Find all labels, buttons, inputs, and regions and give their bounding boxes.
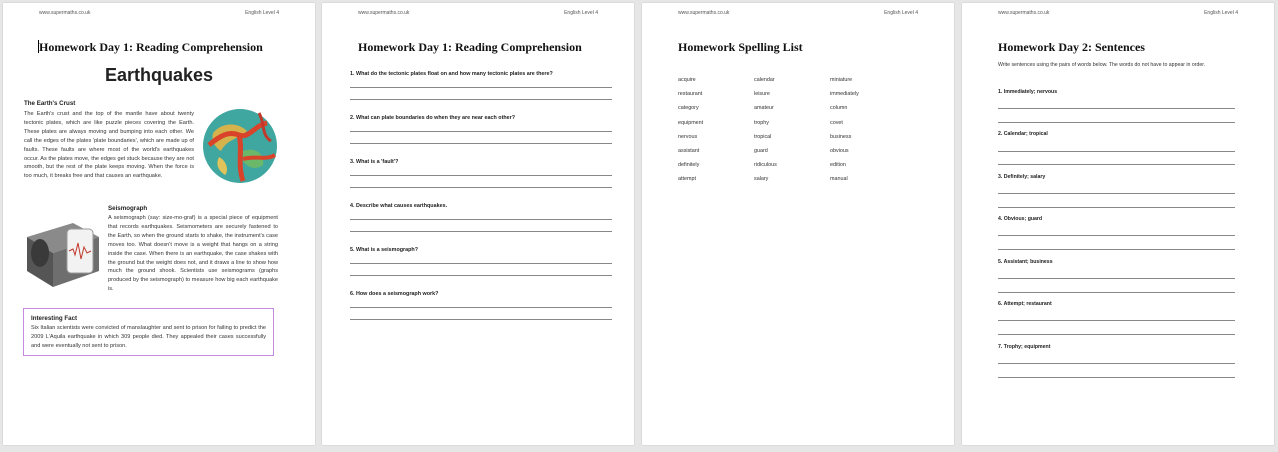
page-title[interactable]: Homework Day 1: Reading Comprehension [39, 40, 263, 54]
sentence-item-2: 2. Calendar; tropical [998, 131, 1048, 137]
answer-line [998, 278, 1235, 279]
answer-line [998, 292, 1235, 293]
spelling-word: assistant [678, 148, 700, 155]
answer-line [998, 164, 1235, 165]
spelling-column-2 [754, 73, 777, 187]
page-title: Homework Day 1: Reading Comprehension [358, 40, 582, 54]
header-level: English Level 4 [1204, 10, 1238, 16]
spelling-word: obvious [830, 148, 849, 155]
answer-line [998, 377, 1235, 378]
answer-line [350, 87, 612, 88]
answer-line [350, 219, 612, 220]
sentence-item-6: 6. Attempt; restaurant [998, 301, 1052, 307]
spelling-word: business [830, 133, 852, 140]
seismograph-paragraph: A seismograph (say: size-mo-graf) is a special piece of equipment that records earthquakes. Seismometers are securely fastened to the Earth, so when the ground starts to shake, the instrument's case moves too. What doesn't move is a weight that hangs on a string inside the case. When there is an earthquake, the case shakes with the ground but the weight does not, and it draws a line to show how much the ground shook. Scientists use seismograms (graphs produced by the seismograph) to measure how big each earthquake is. [108, 215, 278, 293]
spelling-word: manual [830, 176, 848, 183]
seismograph-subheading: Seismograph [108, 205, 148, 212]
answer-line [350, 187, 612, 188]
spelling-word: equipment [678, 119, 704, 126]
sentence-item-4: 4. Obvious; guard [998, 216, 1043, 222]
question-2: 2. What can plate boundaries do when they are near each other? [350, 115, 516, 121]
page-2 [322, 3, 634, 445]
spelling-word: edition [830, 162, 846, 169]
answer-line [998, 249, 1235, 250]
header-level: English Level 4 [564, 10, 598, 16]
article-heading: Earthquakes [104, 65, 214, 85]
sentence-item-3: 3. Definitely; salary [998, 174, 1046, 180]
answer-line [998, 193, 1235, 194]
spelling-word: guard [754, 148, 768, 155]
answer-line [998, 151, 1235, 152]
answer-line [350, 175, 612, 176]
header-level: English Level 4 [245, 10, 279, 16]
page-header [678, 10, 918, 16]
spelling-word: miniature [830, 77, 853, 83]
seismograph-image [23, 213, 103, 293]
page-header [39, 10, 279, 16]
earth-globe-image [199, 105, 281, 187]
sentence-item-1: 1. Immediately; nervous [998, 89, 1058, 95]
spelling-word: definitely [678, 162, 700, 169]
answer-line [998, 363, 1235, 364]
question-5: 5. What is a seismograph? [350, 247, 418, 253]
answer-line [350, 231, 612, 232]
spelling-word: trophy [754, 119, 769, 126]
page-title: Homework Spelling List [678, 40, 803, 54]
header-url: www.supermaths.co.uk [358, 10, 410, 16]
question-1: 1. What do the tectonic plates float on and how many tectonic plates are there? [350, 71, 553, 77]
spelling-word: salary [754, 176, 769, 183]
answer-line [350, 307, 612, 308]
question-6: 6. How does a seismograph work? [350, 291, 439, 297]
answer-line [350, 143, 612, 144]
answer-line [350, 131, 612, 132]
spelling-word: ridiculous [754, 162, 777, 169]
header-level: English Level 4 [884, 10, 918, 16]
question-3: 3. What is a 'fault'? [350, 159, 399, 165]
sentence-item-5: 5. Assistant; business [998, 259, 1053, 265]
spelling-word: attempt [678, 176, 696, 183]
answer-line [350, 319, 612, 320]
crust-subheading: The Earth's Crust [24, 100, 76, 107]
spelling-word: category [678, 105, 699, 112]
spelling-word: covet [830, 119, 843, 126]
crust-paragraph: The Earth's crust and the top of the mantle have about twenty tectonic plates, which are like puzzle pieces covering the Earth. These plates are always moving and bumping into each other. We call the edges of the plates 'plate boundaries', which are made up of faults. These faults are where most of the world's earthquakes occur. As the plates move, the edges get stuck because they are not smooth, but the rest of the plate keeps moving. When the force is too much, it breaks free and that causes an earthquake. [24, 111, 194, 180]
answer-line [998, 108, 1235, 109]
header-url: www.supermaths.co.uk [998, 10, 1050, 16]
answer-line [350, 263, 612, 264]
instructions: Write sentences using the pairs of words below. The words do not have to appear in order. [998, 62, 1206, 68]
answer-line [998, 235, 1235, 236]
fact-heading: Interesting Fact [31, 315, 78, 322]
interesting-fact-box [23, 308, 274, 356]
sentence-item-7: 7. Trophy; equipment [998, 344, 1051, 350]
spelling-word: immediately [830, 91, 859, 98]
page-header [998, 10, 1238, 16]
page-4 [962, 3, 1274, 445]
page-3 [642, 3, 954, 445]
answer-line [350, 275, 612, 276]
answer-line [998, 334, 1235, 335]
spelling-word: calendar [754, 77, 775, 83]
answer-line [998, 122, 1235, 123]
spelling-word: column [830, 105, 848, 112]
answer-line [998, 320, 1235, 321]
header-url: www.supermaths.co.uk [39, 10, 91, 16]
spelling-word: restaurant [678, 91, 703, 98]
spelling-word: acquire [678, 77, 696, 83]
question-4: 4. Describe what causes earthquakes. [350, 203, 448, 209]
answer-line [350, 99, 612, 100]
spelling-word: tropical [754, 133, 772, 140]
answer-line [998, 207, 1235, 208]
spelling-word: leisure [754, 91, 770, 98]
fact-paragraph: Six Italian scientists were convicted of manslaughter and sent to prison for failing to predict the 2009 L'Aquila earthquake in which 309 people died. They appealed their cases successfully and were eventually not sent to prison. [31, 325, 266, 349]
page-title: Homework Day 2: Sentences [998, 40, 1145, 54]
spelling-word: amateur [754, 105, 774, 112]
spelling-word: nervous [678, 133, 698, 140]
page-1 [3, 3, 315, 445]
spelling-column-1 [678, 73, 703, 187]
page-header [358, 10, 598, 16]
header-url: www.supermaths.co.uk [678, 10, 730, 16]
spelling-column-3 [830, 73, 859, 187]
